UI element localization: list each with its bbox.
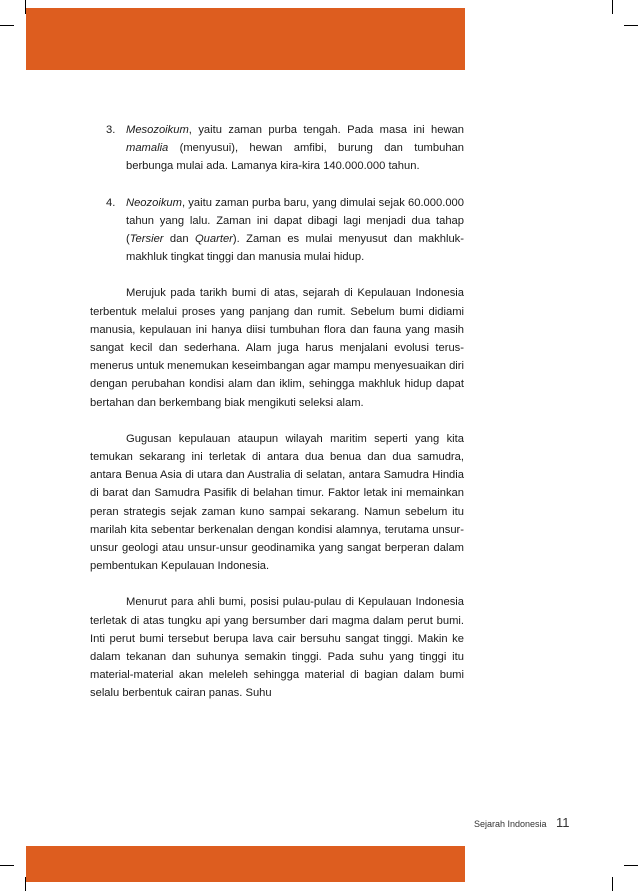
list-text: dan xyxy=(163,233,195,246)
list-item-neozoikum xyxy=(90,194,464,267)
paragraph: Menurut para ahli bumi, posisi pulau-pulau di Kepulauan Indonesia terletak di atas tungku api yang bersumber dari magma dalam perut bumi. Inti perut bumi tersebut berupa lava cair bersuhu sangat tinggi. Makin ke dalam tekanan dan suhunya semakin tinggi. Pada suhu yang tinggi itu material-material akan meleleh sehingga material di bagian dalam bumi selalu berbentuk cairan panas. Suhu xyxy=(90,596,464,700)
page-content xyxy=(90,121,464,721)
term-mamalia: mamalia xyxy=(126,142,169,155)
page-number: 11 xyxy=(556,815,570,830)
list-text: ). Zaman es mulai menyusut dan makhluk-makhluk tingkat tinggi dan manusia mulai hidup. xyxy=(126,233,464,264)
crop-mark-tr-h xyxy=(624,25,638,26)
list-text: , yaitu zaman purba tengah. Pada masa ini hewan xyxy=(188,124,464,136)
era-list xyxy=(90,121,464,266)
crop-mark-tr-v xyxy=(612,0,613,14)
crop-mark-tl-h xyxy=(0,25,14,26)
crop-mark-br-v xyxy=(612,877,613,891)
list-number: 3. xyxy=(106,124,116,136)
term-tersier: Tersier xyxy=(129,233,164,246)
crop-mark-bl-h xyxy=(0,865,14,866)
paragraph: Merujuk pada tarikh bumi di atas, sejarah di Kepulauan Indonesia terbentuk melalui proses yang panjang dan rumit. Sebelum bumi didiami manusia, kepulauan ini hanya diisi tumbuhan flora dan fauna yang masih sangat kecil dan sederhana. Alam juga harus menjalani evolusi terus-menerus untuk menemukan keseimbangan agar mampu menyesuaikan diri dengan perubahan kondisi alam dan iklim, sehingga makhluk hidup dapat bertahan dan berkembang biak mengikuti seleksi alam. xyxy=(90,287,464,409)
list-text: (menyusui), hewan amfibi, burung dan tumbuhan berbunga mulai ada. Lamanya kira-kira 140.000.000 tahun. xyxy=(126,142,464,173)
term-mesozoikum: Mesozoikum xyxy=(126,124,189,136)
term-quarter: Quarter xyxy=(194,233,233,246)
list-number: 4. xyxy=(106,196,116,209)
list-item-mesozoikum xyxy=(90,121,464,176)
crop-mark-br-h xyxy=(624,865,638,866)
paragraph: Gugusan kepulauan ataupun wilayah maritim seperti yang kita temukan sekarang ini terletak di antara dua benua dan dua samudra, antara Benua Asia di utara dan Australia di selatan, antara Samudra Hindia di barat dan Samudra Pasifik di belahan timur. Faktor letak ini memainkan peran strategis sejak zaman kuno sampai sekarang. Namun sebelum itu marilah kita sebentar berkenalan dengan kondisi alamnya, terutama unsur-unsur geologi atau unsur-unsur geodinamika yang sangat berperan dalam pembentukan Kepulauan Indonesia. xyxy=(90,432,464,573)
header-accent-band xyxy=(26,8,465,70)
term-neozoikum: Neozoikum xyxy=(126,196,182,209)
footer-accent-band xyxy=(26,846,465,882)
footer-book-title: Sejarah Indonesia xyxy=(474,819,547,829)
list-text: , yaitu zaman purba baru, yang dimulai sejak 60.000.000 tahun yang lalu. Zaman ini dapat dibagi lagi menjadi dua tahap ( xyxy=(126,196,464,246)
